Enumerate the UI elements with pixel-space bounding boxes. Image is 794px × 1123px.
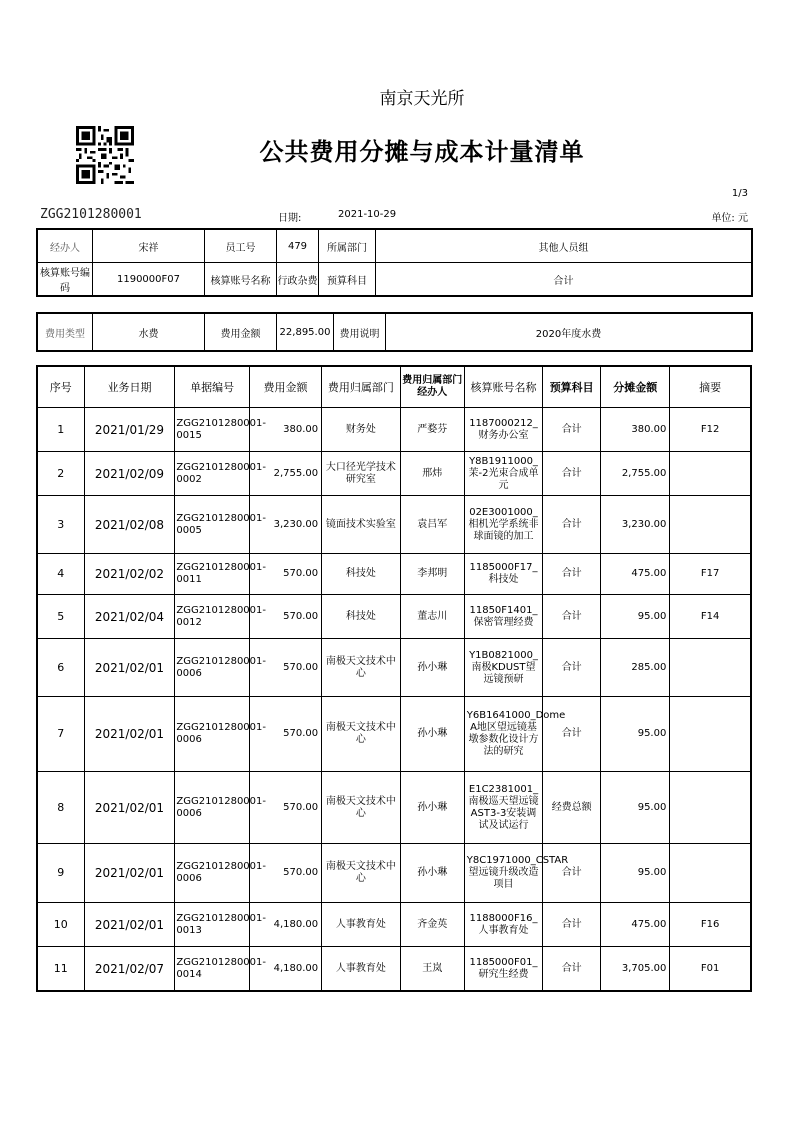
row-bill-no: ZGG2101280001-0015	[175, 408, 249, 452]
row-date: 2021/02/01	[84, 697, 175, 772]
col-header-seq: 序号	[38, 367, 85, 408]
row-seq: 11	[38, 947, 85, 991]
row-budget: 合计	[543, 844, 601, 903]
col-header-amount: 费用金额	[249, 367, 321, 408]
row-date: 2021/02/08	[84, 496, 175, 554]
row-person: 严婺芬	[400, 408, 464, 452]
department-value: 其他人员组	[376, 230, 752, 263]
col-header-budget: 预算科目	[543, 367, 601, 408]
row-dept: 人事教育处	[322, 947, 401, 991]
row-amount: 570.00	[249, 772, 321, 844]
row-person: 孙小琳	[400, 844, 464, 903]
table-row	[38, 408, 751, 452]
row-seq: 9	[38, 844, 85, 903]
fee-amount-value: 22,895.00	[277, 314, 334, 351]
table-row	[38, 903, 751, 947]
page-title: 公共费用分摊与成本计量清单	[259, 138, 585, 166]
row-bill-no: ZGG2101280001-0006	[175, 697, 249, 772]
row-person: 齐金英	[400, 903, 464, 947]
row-date: 2021/02/01	[84, 903, 175, 947]
row-dept: 镜面技术实验室	[322, 496, 401, 554]
row-budget: 合计	[543, 554, 601, 595]
department-label: 所属部门	[319, 230, 376, 263]
row-budget: 合计	[543, 452, 601, 496]
row-share: 2,755.00	[601, 452, 670, 496]
account-no-value: 1190000F07	[93, 263, 205, 296]
row-date: 2021/01/29	[84, 408, 175, 452]
row-budget: 合计	[543, 639, 601, 697]
row-person: 王岚	[400, 947, 464, 991]
table-row	[38, 639, 751, 697]
row-seq: 5	[38, 595, 85, 639]
row-share: 95.00	[601, 772, 670, 844]
row-dept: 科技处	[322, 595, 401, 639]
table-row	[38, 697, 751, 772]
row-person: 孙小琳	[400, 639, 464, 697]
handler-value: 宋祥	[93, 230, 205, 263]
row-dept: 科技处	[322, 554, 401, 595]
row-share: 475.00	[601, 903, 670, 947]
row-amount: 570.00	[249, 844, 321, 903]
row-share: 3,705.00	[601, 947, 670, 991]
fee-desc-value: 2020年度水费	[386, 314, 752, 351]
row-date: 2021/02/01	[84, 772, 175, 844]
row-amount: 570.00	[249, 554, 321, 595]
row-account: Y8B1911000_茉-2光束合成单元	[464, 452, 543, 496]
page-number: 1/3	[731, 188, 748, 199]
employee-no-label: 员工号	[205, 230, 277, 263]
row-person: 孙小琳	[400, 772, 464, 844]
fee-type-label: 费用类型	[38, 314, 93, 351]
col-header-share: 分摊金额	[601, 367, 670, 408]
row-account: Y1B0821000_南极KDUST望远镜预研	[464, 639, 543, 697]
row-seq: 3	[38, 496, 85, 554]
row-budget: 合计	[543, 903, 601, 947]
row-memo	[670, 772, 751, 844]
col-header-dept: 费用归属部门	[322, 367, 401, 408]
employee-no-value: 479	[277, 230, 319, 263]
row-bill-no: ZGG2101280001-0002	[175, 452, 249, 496]
row-budget: 合计	[543, 595, 601, 639]
row-dept: 南极天文技术中心	[322, 772, 401, 844]
row-person: 李邦明	[400, 554, 464, 595]
row-date: 2021/02/02	[84, 554, 175, 595]
col-header-memo: 摘要	[670, 367, 751, 408]
row-date: 2021/02/09	[84, 452, 175, 496]
row-budget: 合计	[543, 947, 601, 991]
row-bill-no: ZGG2101280001-0006	[175, 639, 249, 697]
fee-type-value: 水费	[93, 314, 205, 351]
org-name: 南京天光所	[379, 89, 465, 109]
row-seq: 7	[38, 697, 85, 772]
row-account: 1185000F01_研究生经费	[464, 947, 543, 991]
table-row	[38, 554, 751, 595]
row-bill-no: ZGG2101280001-0006	[175, 772, 249, 844]
qr-code-icon	[76, 126, 134, 184]
row-memo: F01	[670, 947, 751, 991]
row-amount: 570.00	[249, 639, 321, 697]
row-amount: 3,230.00	[249, 496, 321, 554]
fee-amount-label: 费用金额	[205, 314, 277, 351]
col-header-bill: 单据编号	[175, 367, 249, 408]
row-account: Y6B1641000_Dome A地区望远镜基墩参数化设计方法的研究	[464, 697, 543, 772]
col-header-person: 费用归属部门经办人	[400, 367, 464, 408]
account-name-label: 核算账号名称	[205, 263, 277, 296]
date-label: 日期:	[278, 213, 302, 224]
row-account: E1C2381001_南极巡天望远镜AST3-3安装调试及试运行	[464, 772, 543, 844]
table-row	[38, 595, 751, 639]
table-row	[38, 496, 751, 554]
row-person: 孙小琳	[400, 697, 464, 772]
row-share: 95.00	[601, 595, 670, 639]
account-no-label: 核算账号编码	[38, 263, 93, 296]
row-budget: 合计	[543, 496, 601, 554]
row-memo	[670, 697, 751, 772]
row-seq: 6	[38, 639, 85, 697]
row-budget: 合计	[543, 408, 601, 452]
fee-info-table	[37, 313, 752, 351]
row-account: Y8C1971000_CSTAR望远镜升级改造项目	[464, 844, 543, 903]
row-dept: 南极天文技术中心	[322, 697, 401, 772]
account-name-value: 行政杂费	[277, 263, 319, 296]
row-memo: F16	[670, 903, 751, 947]
row-dept: 人事教育处	[322, 903, 401, 947]
row-memo: F12	[670, 408, 751, 452]
budget-label: 预算科目	[319, 263, 376, 296]
row-memo	[670, 452, 751, 496]
col-header-date: 业务日期	[84, 367, 175, 408]
table-row	[38, 452, 751, 496]
table-row	[38, 772, 751, 844]
row-memo: F17	[670, 554, 751, 595]
row-bill-no: ZGG2101280001-0014	[175, 947, 249, 991]
row-memo	[670, 844, 751, 903]
row-account: 11850F1401_保密管理经费	[464, 595, 543, 639]
row-seq: 1	[38, 408, 85, 452]
row-bill-no: ZGG2101280001-0013	[175, 903, 249, 947]
row-dept: 南极天文技术中心	[322, 639, 401, 697]
row-seq: 8	[38, 772, 85, 844]
row-seq: 2	[38, 452, 85, 496]
row-seq: 10	[38, 903, 85, 947]
row-amount: 4,180.00	[249, 947, 321, 991]
date-value: 2021-10-29	[338, 209, 397, 220]
row-budget: 合计	[543, 697, 601, 772]
row-bill-no: ZGG2101280001-0012	[175, 595, 249, 639]
row-account: 1188000F16_人事教育处	[464, 903, 543, 947]
row-amount: 570.00	[249, 697, 321, 772]
row-share: 95.00	[601, 844, 670, 903]
fee-desc-label: 费用说明	[334, 314, 386, 351]
row-amount: 380.00	[249, 408, 321, 452]
row-dept: 大口径光学技术研究室	[322, 452, 401, 496]
row-share: 285.00	[601, 639, 670, 697]
row-memo	[670, 496, 751, 554]
document-number: ZGG2101280001	[40, 207, 142, 222]
row-person: 邢炜	[400, 452, 464, 496]
row-date: 2021/02/07	[84, 947, 175, 991]
row-amount: 570.00	[249, 595, 321, 639]
row-share: 3,230.00	[601, 496, 670, 554]
row-amount: 2,755.00	[249, 452, 321, 496]
row-memo	[670, 639, 751, 697]
table-row	[38, 947, 751, 991]
row-share: 380.00	[601, 408, 670, 452]
row-account: 1187000212_财务办公室	[464, 408, 543, 452]
row-bill-no: ZGG2101280001-0011	[175, 554, 249, 595]
row-bill-no: ZGG2101280001-0005	[175, 496, 249, 554]
currency-unit: 单位: 元	[711, 213, 748, 224]
table-row	[38, 844, 751, 903]
row-amount: 4,180.00	[249, 903, 321, 947]
row-account: 1185000F17_科技处	[464, 554, 543, 595]
row-budget: 经费总额	[543, 772, 601, 844]
row-dept: 南极天文技术中心	[322, 844, 401, 903]
row-seq: 4	[38, 554, 85, 595]
row-bill-no: ZGG2101280001-0006	[175, 844, 249, 903]
handler-info-table	[37, 229, 752, 296]
row-date: 2021/02/01	[84, 844, 175, 903]
row-memo: F14	[670, 595, 751, 639]
row-account: 02E3001000_相机光学系统非球面镜的加工	[464, 496, 543, 554]
budget-value: 合计	[376, 263, 752, 296]
row-person: 袁吕军	[400, 496, 464, 554]
row-share: 475.00	[601, 554, 670, 595]
row-share: 95.00	[601, 697, 670, 772]
row-person: 董志川	[400, 595, 464, 639]
row-date: 2021/02/04	[84, 595, 175, 639]
handler-label: 经办人	[38, 230, 93, 263]
row-date: 2021/02/01	[84, 639, 175, 697]
row-dept: 财务处	[322, 408, 401, 452]
allocation-table	[37, 366, 751, 991]
col-header-account: 核算账号名称	[464, 367, 543, 408]
